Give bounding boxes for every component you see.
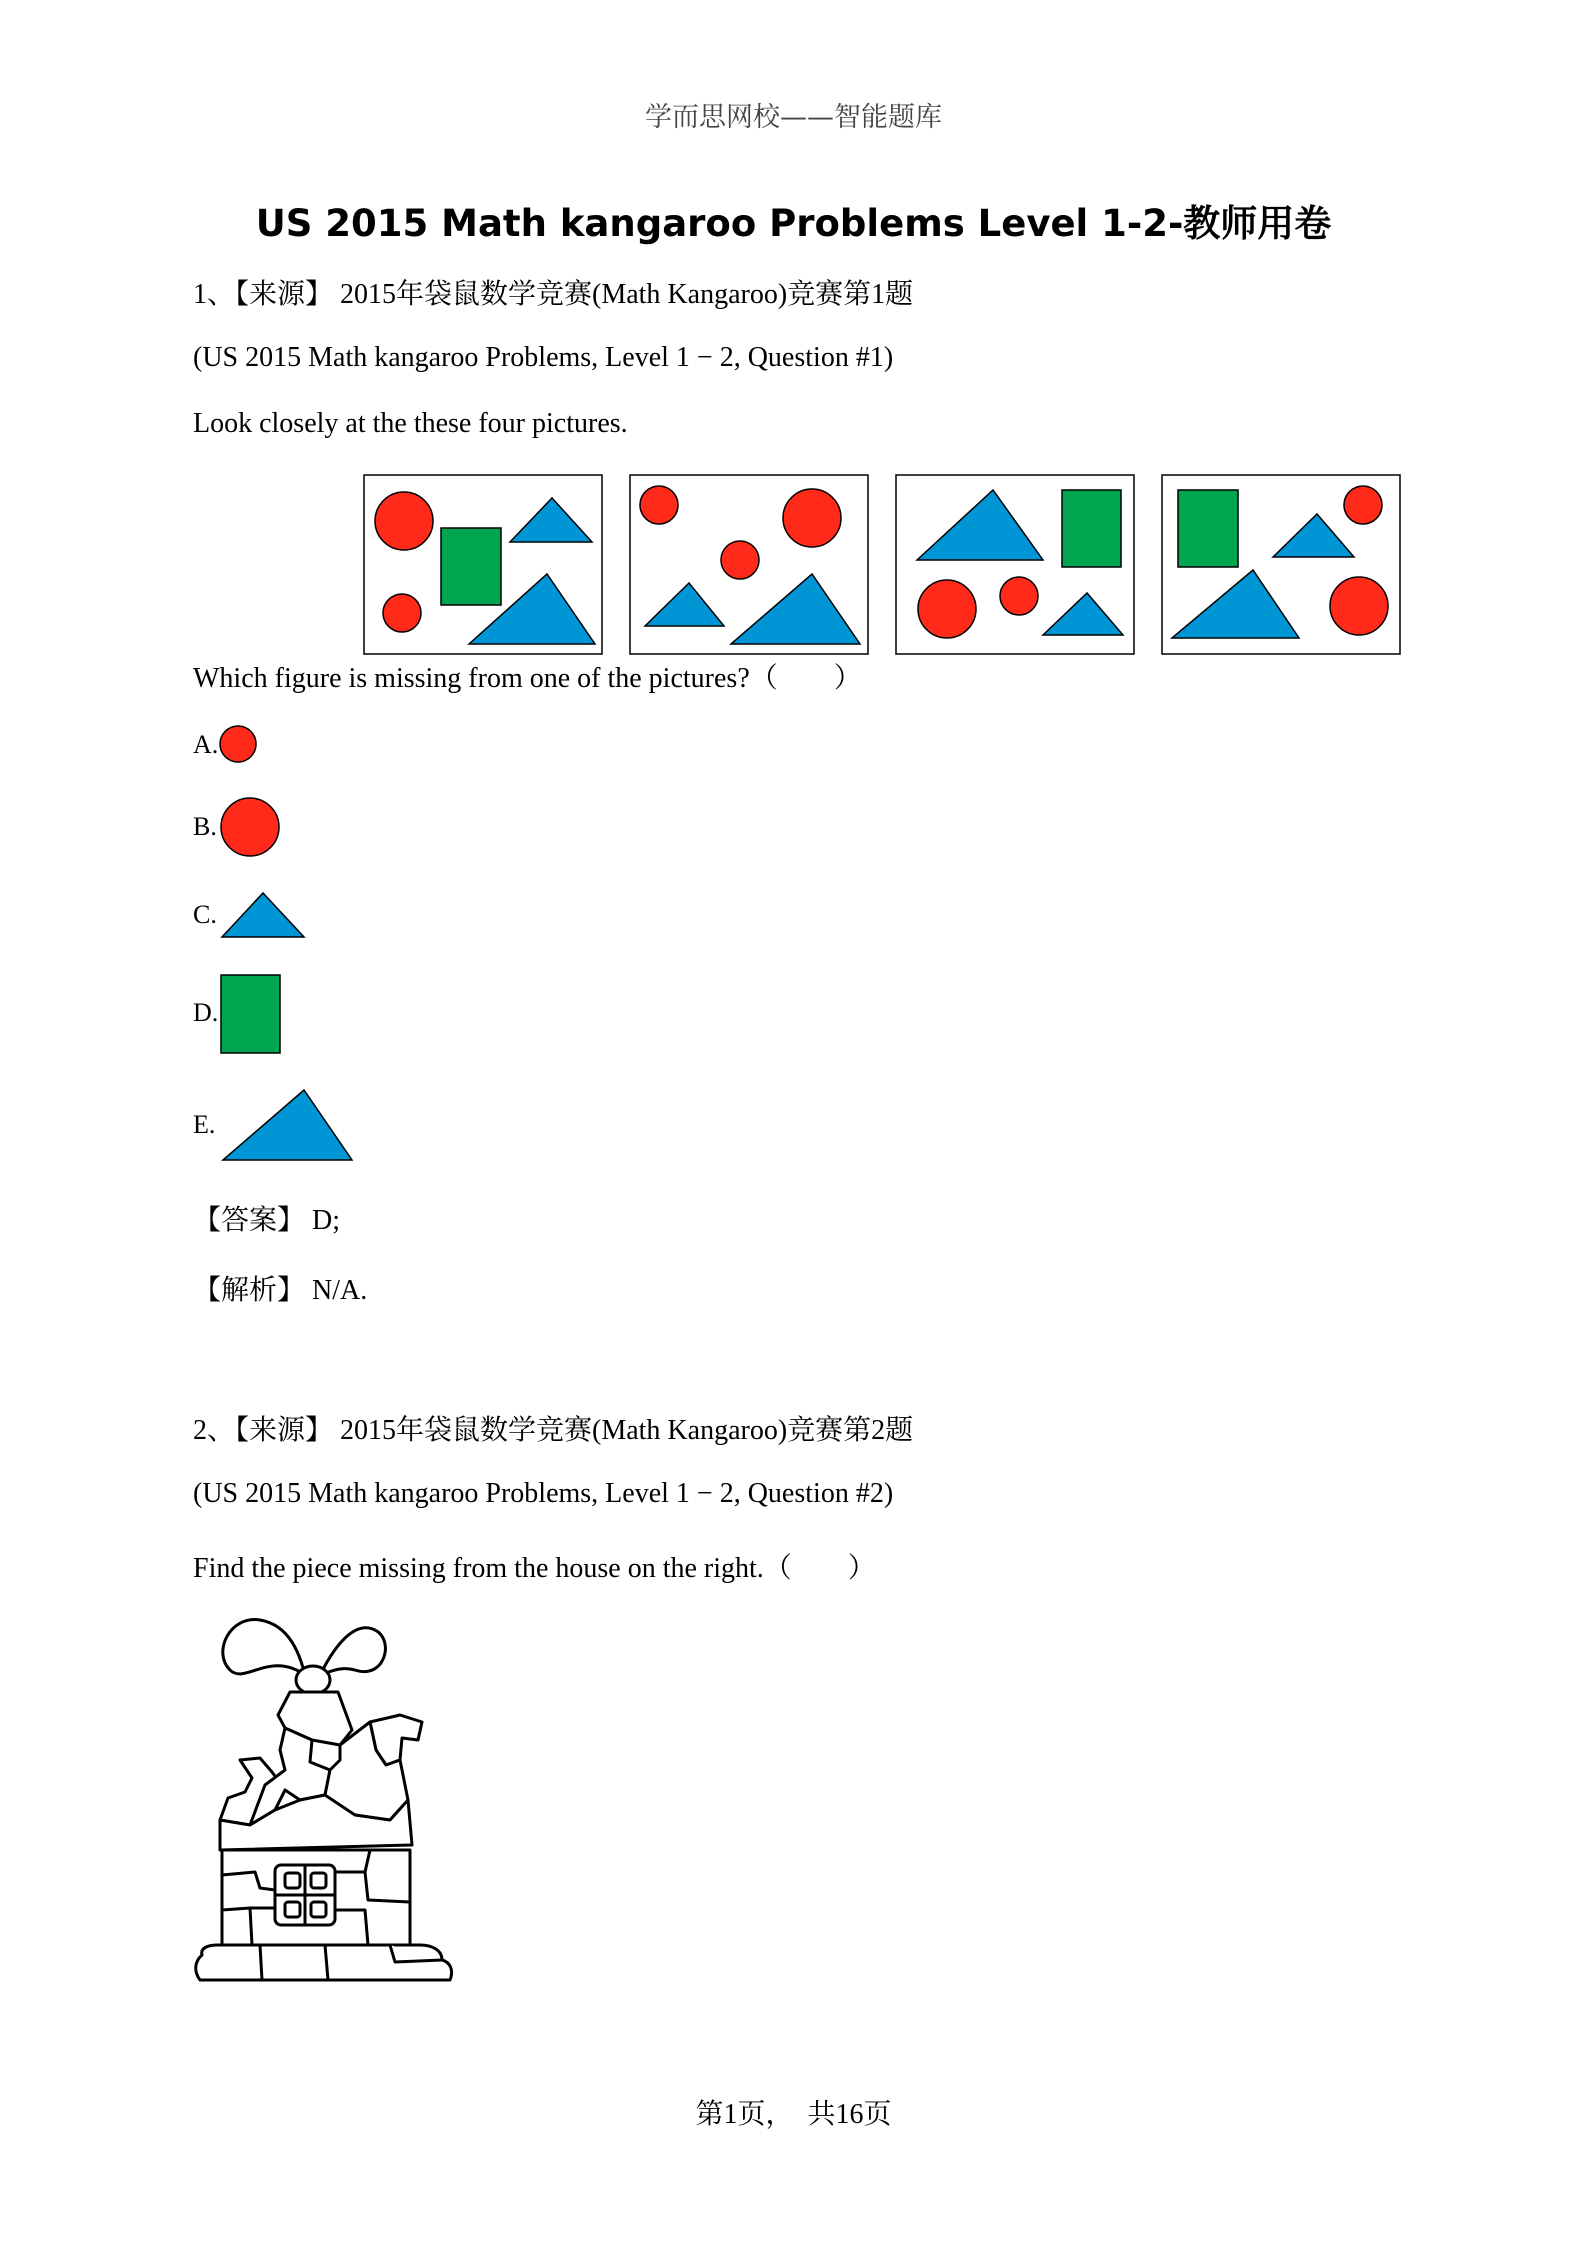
q1-answer: 【答案】 D; [193, 1205, 341, 1236]
option-b-shape [221, 798, 279, 856]
q1-intro: Look closely at the these four pictures. [193, 408, 628, 439]
q2-subtitle: (US 2015 Math kangaroo Problems, Level 1 − 2, Question #2) [193, 1478, 894, 1509]
option-d-label: D. [193, 998, 219, 1027]
option-e-label: E. [193, 1110, 216, 1139]
option-c-shape [222, 893, 304, 937]
option-b-label: B. [193, 812, 217, 841]
q1-question: Which figure is missing from one of the pictures?（ ） [193, 663, 862, 694]
option-d-shape [221, 975, 280, 1053]
option-c-label: C. [193, 900, 217, 929]
page-footer: 第1页， 共16页 [695, 2099, 892, 2130]
page-header: 学而思网校——智能题库 [645, 102, 942, 133]
q1-subtitle: (US 2015 Math kangaroo Problems, Level 1 − 2, Question #1) [193, 342, 894, 373]
page-title: US 2015 Math kangaroo Problems Level 1-2-教师用卷 [255, 202, 1332, 245]
q1-analysis: 【解析】 N/A. [193, 1275, 368, 1306]
option-a-label: A. [193, 730, 219, 759]
house-puzzle-figure [190, 1610, 460, 1990]
option-a-shape [220, 726, 256, 762]
option-e-shape [223, 1090, 352, 1160]
q2-question: Find the piece missing from the house on the right.（ ） [193, 1553, 876, 1584]
q2-source: 2、【来源】 2015年袋鼠数学竞赛(Math Kangaroo)竞赛第2题 [193, 1415, 914, 1446]
q1-source: 1、【来源】 2015年袋鼠数学竞赛(Math Kangaroo)竞赛第1题 [193, 279, 914, 310]
